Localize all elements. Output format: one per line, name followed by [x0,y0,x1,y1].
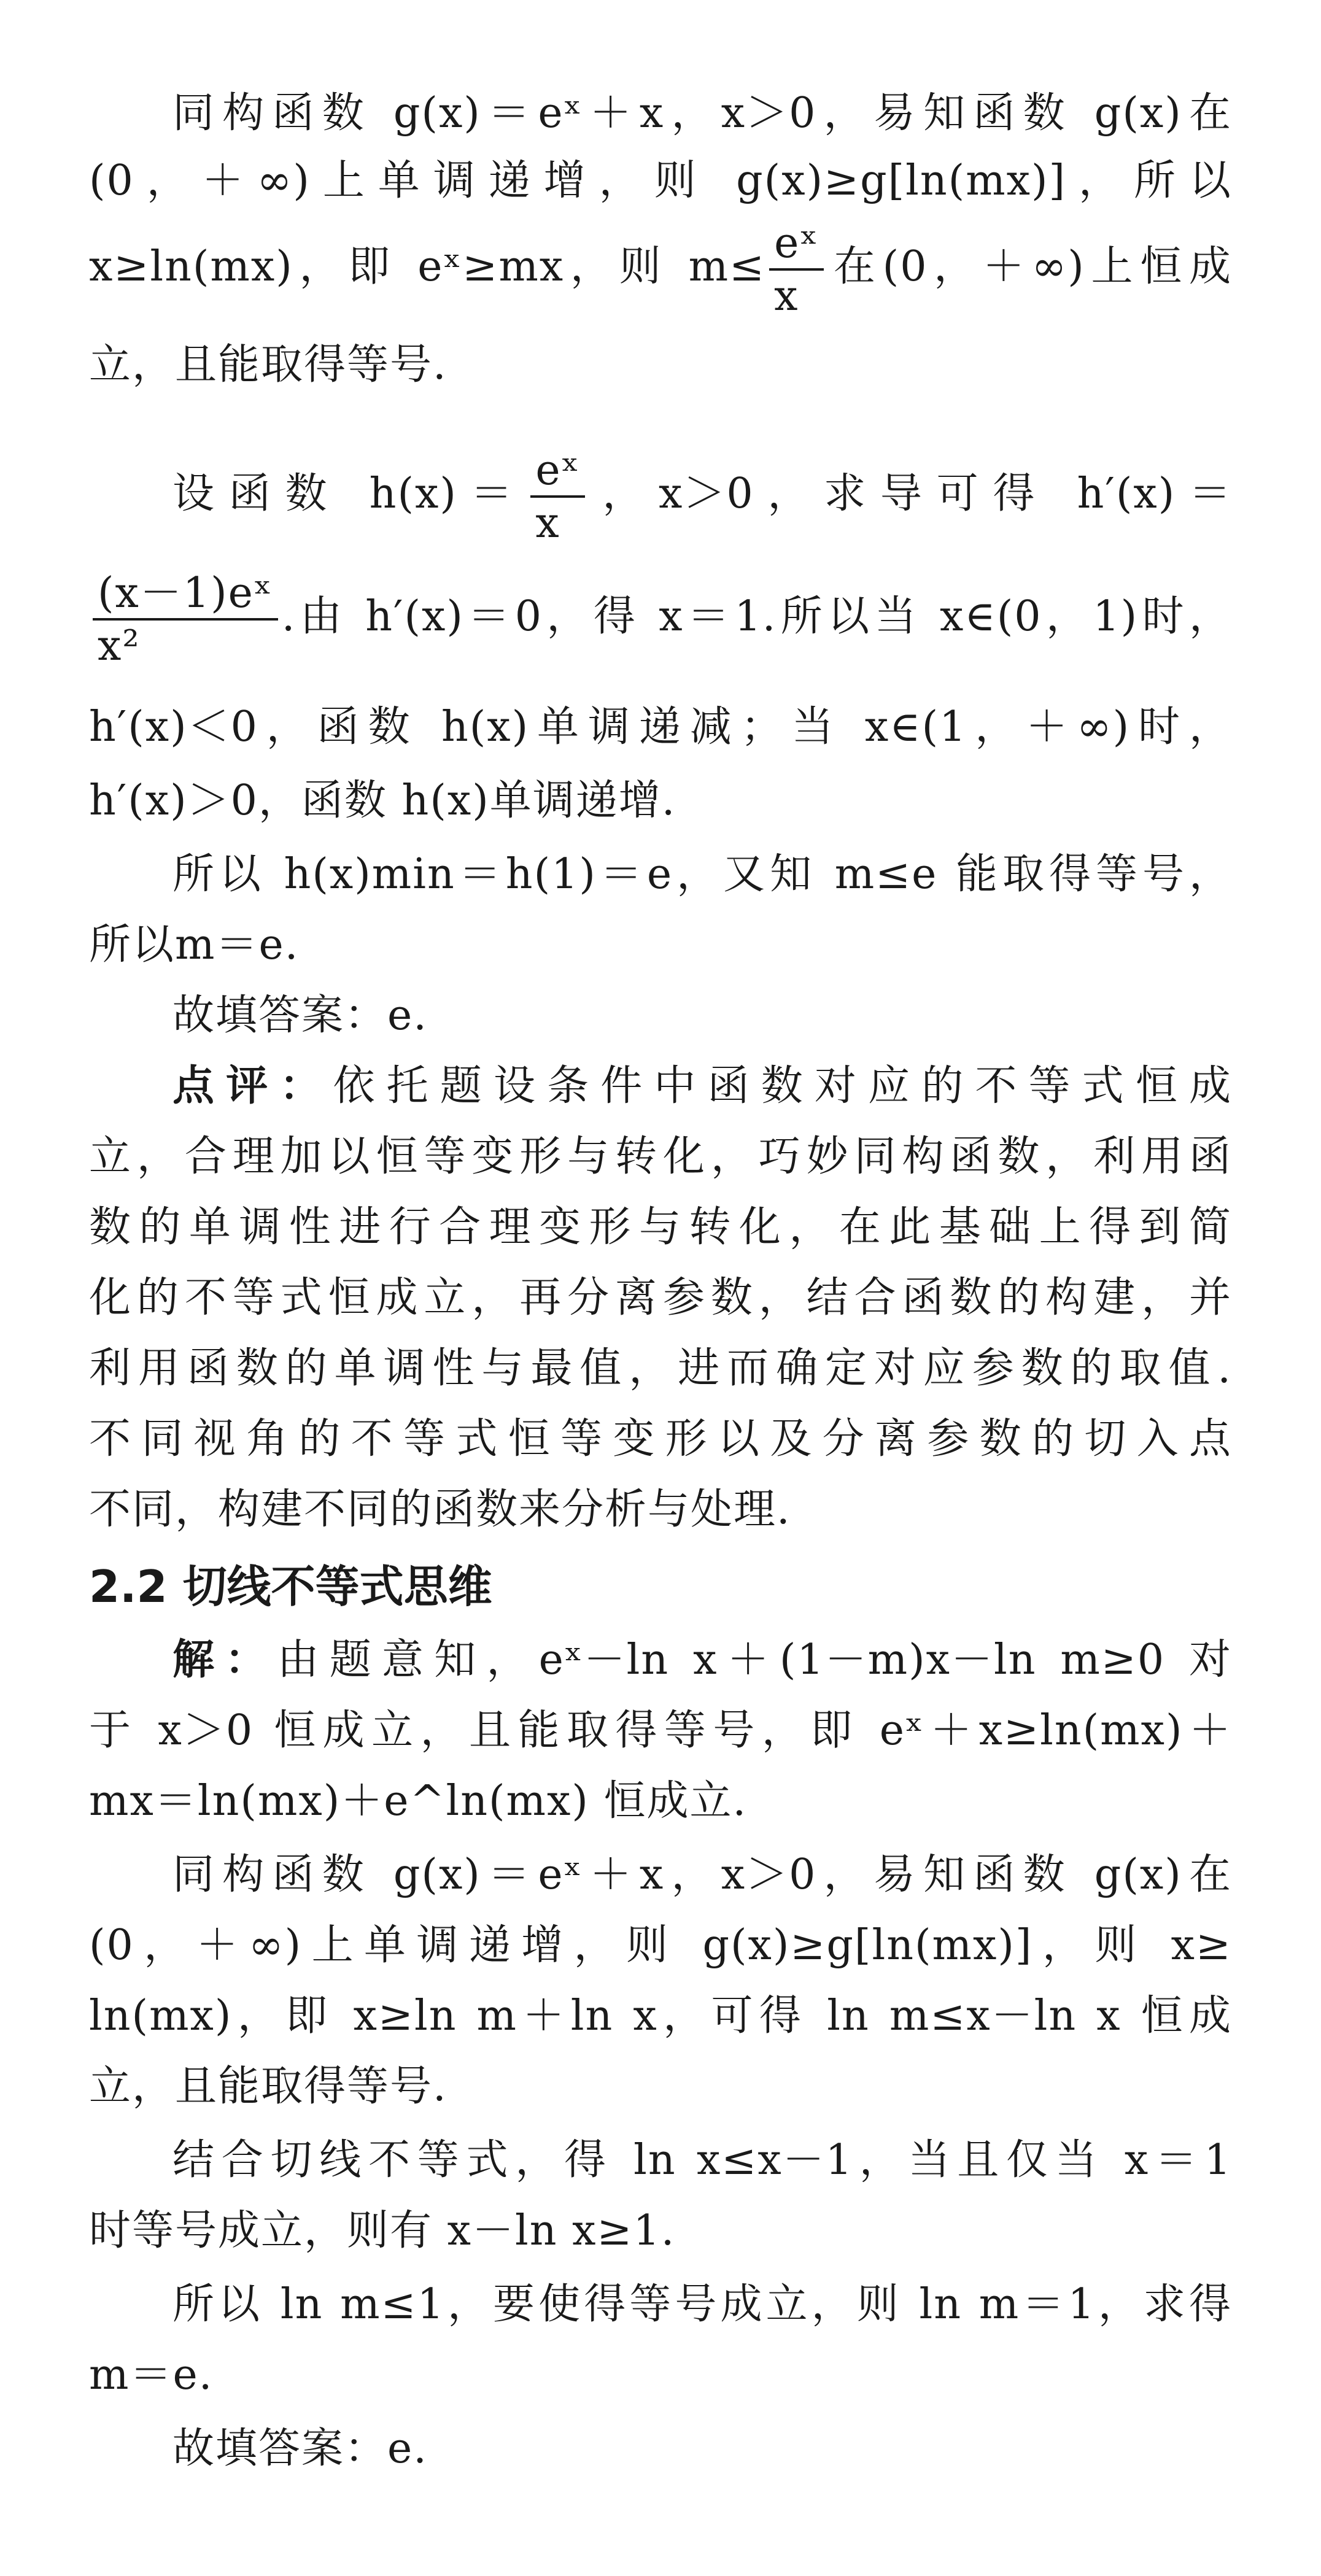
solution-label: 解： [172,1636,277,1684]
fraction-denominator: x² [98,621,141,670]
text-line: 立，且能取得等号. [89,341,447,389]
text-line: m＝e. [89,2351,214,2399]
text-segment: 依托题设条件中函数对应的不等式恒成 [333,1062,1232,1110]
text-line [89,1626,1232,1694]
text-line: 故填答案：e. [172,991,428,1040]
text-line: h′(x)＜0，函数 h(x)单调递减；当 x∈(1，＋∞)时， [89,703,1232,751]
fraction-denominator: x [535,498,560,547]
text-line: 所以 h(x)min＝h(1)＝e，又知 m≤e 能取得等号， [172,850,1232,899]
text-line: 时等号成立，则有 x－ln x≥1. [89,2207,676,2255]
text-line: 同构函数 g(x)＝eˣ＋x，x＞0，易知函数 g(x)在 [172,89,1232,137]
text-line: mx＝ln(mx)＋e^ln(mx) 恒成立. [89,1777,748,1825]
text-line: h′(x)＞0，函数 h(x)单调递增. [89,776,676,825]
text-line: 所以m＝e. [89,921,300,969]
fraction [769,219,824,320]
text-line: 故填答案：e. [172,2424,428,2473]
text-line: 所以 ln m≤1，要使得等号成立，则 ln m＝1，求得 [172,2280,1232,2329]
fraction [93,568,278,670]
text-line [89,1053,1232,1120]
text-segment: 由题意知，eˣ－ln x＋(1－m)x－ln m≥0 对 [277,1636,1232,1684]
text-segment: x≥ln(mx)，即 eˣ≥mx，则 m≤ [89,242,766,291]
text-segment: .由 h′(x)＝0，得 x＝1.所以当 x∈(0，1)时， [281,592,1232,641]
text-line [89,565,1232,669]
text-line: ln(mx)，即 x≥ln m＋ln x，可得 ln m≤x－ln x 恒成 [89,1992,1232,2040]
fraction-denominator: x [774,271,799,320]
fraction-numerator: eˣ [530,450,585,498]
fraction-numerator: (x－1)eˣ [93,573,278,621]
text-line: 不同视角的不等式恒等变形以及分离参数的切入点 [89,1415,1232,1463]
text-line: 化的不等式恒成立，再分离参数，结合函数的构建，并 [89,1274,1232,1322]
text-line [89,215,1232,319]
text-line: 同构函数 g(x)＝eˣ＋x，x＞0，易知函数 g(x)在 [172,1851,1232,1899]
text-line: (0，＋∞)上单调递增，则 g(x)≥g[ln(mx)]，则 x≥ [89,1921,1232,1970]
text-line: (0，＋∞)上单调递增，则 g(x)≥g[ln(mx)]，所以 [89,157,1232,205]
text-line: 立，合理加以恒等变形与转化，巧妙同构函数，利用函 [89,1132,1232,1181]
text-line: 于 x＞0 恒成立，且能取得等号，即 eˣ＋x≥ln(mx)＋ [89,1706,1232,1755]
text-line: 立，且能取得等号. [89,2062,447,2111]
text-segment: 设函数 h(x)＝ [172,470,527,518]
fraction-numerator: eˣ [769,223,824,271]
text-segment: 在(0，＋∞)上恒成 [827,242,1232,291]
remark-label: 点评： [172,1062,333,1110]
text-line: 结合切线不等式，得 ln x≤x－1，当且仅当 x＝1 [172,2136,1232,2184]
text-line [89,442,1232,546]
fraction [530,446,585,547]
text-line: 数的单调性进行合理变形与转化，在此基础上得到简 [89,1203,1232,1251]
text-segment: ，x＞0，求导可得 h′(x)＝ [589,470,1233,518]
section-heading: 2.2 切线不等式思维 [89,1561,492,1612]
text-line: 利用函数的单调性与最值，进而确定对应参数的取值. [89,1344,1232,1393]
text-line: 不同，构建不同的函数来分析与处理. [89,1485,791,1534]
